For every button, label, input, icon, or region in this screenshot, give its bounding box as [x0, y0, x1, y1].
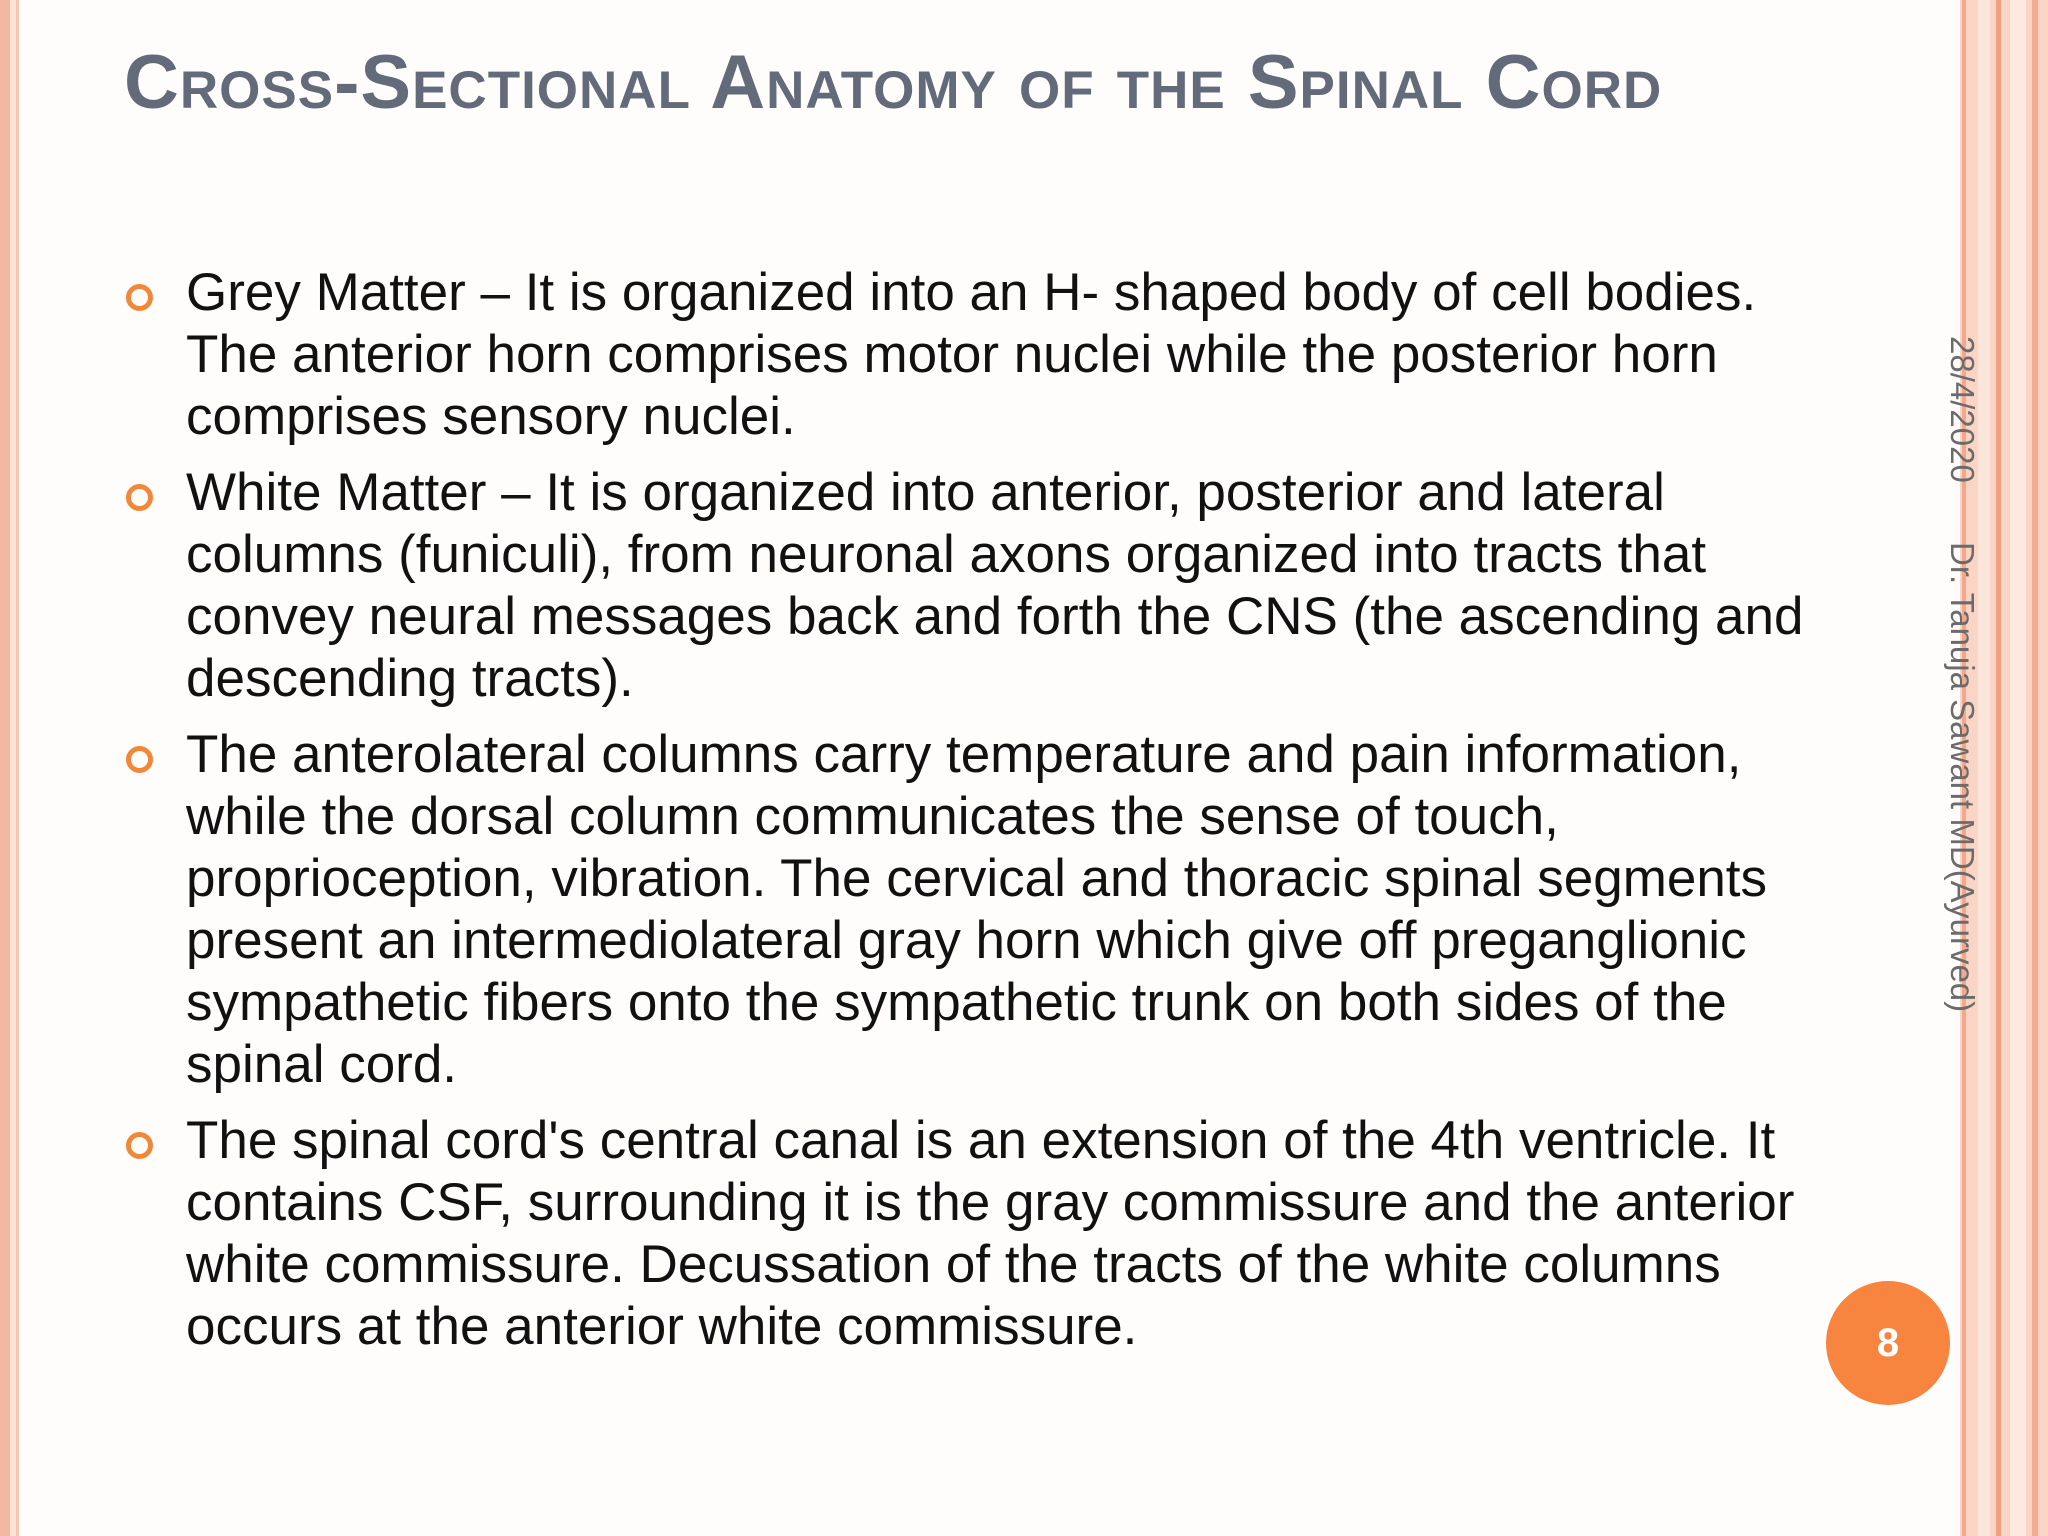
circle-bullet-icon	[126, 484, 153, 511]
right-border-line	[1996, 0, 2001, 1536]
bullet-text: Grey Matter – It is organized into an H- shaped body of cell bodies. The anterior horn comprises motor nuclei while the posterior horn comprises sensory nuclei.	[186, 263, 1757, 446]
bullet-text: White Matter – It is organized into anterior, posterior and lateral columns (funiculi), from neuronal axons organized into tracts that convey neural messages back and forth the CNS (the ascending and descending tracts).	[186, 463, 1804, 708]
bullet-item	[124, 724, 1824, 1096]
bullet-item	[124, 462, 1824, 710]
right-border-line	[2010, 0, 2026, 1536]
bullet-text: The spinal cord's central canal is an extension of the 4th ventricle. It contains CSF, surrounding it is the gray commissure and the anterior white commissure. Decussation of the tracts of the white columns occurs at the anterior white commissure.	[186, 1111, 1795, 1356]
slide-date: 28/4/2020	[1944, 336, 1981, 483]
left-border-stripe	[0, 0, 10, 1536]
bullet-item	[124, 1110, 1824, 1358]
page-number-badge	[1826, 1281, 1950, 1405]
right-border-line	[2032, 0, 2038, 1536]
bullet-list	[124, 262, 1824, 1372]
slide-author: Dr. Tanuja Sawant MD(Ayurved)	[1944, 541, 1981, 1013]
circle-bullet-icon	[126, 1132, 153, 1159]
slide-title: Cross-Sectional Anatomy of the Spinal Cord	[124, 40, 1663, 125]
bullet-item	[124, 262, 1824, 448]
left-border-stripe-thin	[16, 0, 19, 1536]
circle-bullet-icon	[126, 284, 153, 311]
bullet-text: The anterolateral columns carry temperature and pain information, while the dorsal column communicates the sense of touch, proprioception, vibration. The cervical and thoracic spinal segments present an intermediolateral gray horn which give off preganglionic sympathetic fibers onto the sympathetic trunk on both sides of the spinal cord.	[186, 725, 1768, 1094]
page-number: 8	[1876, 1320, 1900, 1365]
side-footer	[1925, 336, 1981, 1036]
circle-bullet-icon	[126, 746, 153, 773]
